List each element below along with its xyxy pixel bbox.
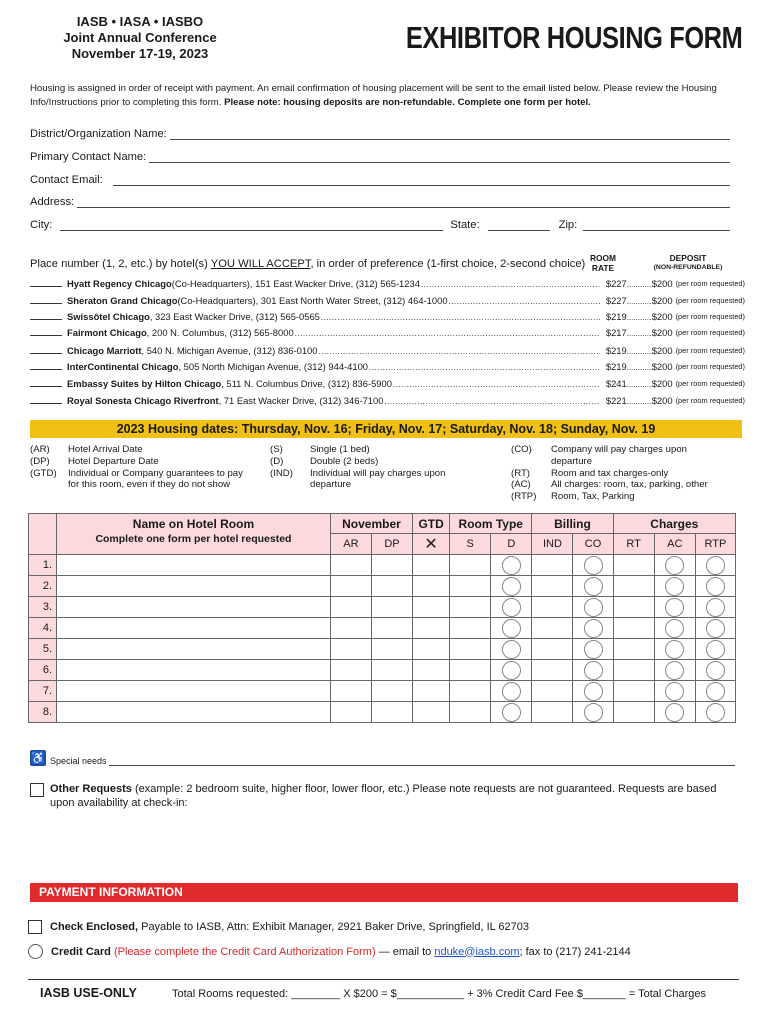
guest-name-cell[interactable] [57, 702, 331, 723]
conference-header [30, 14, 250, 62]
rtp-radio[interactable] [706, 661, 725, 680]
gtd-cell[interactable] [413, 576, 450, 597]
ac-radio[interactable] [665, 619, 684, 638]
hotel-option: Hyatt Regency Chicago (Co-Headquarters), 151 East Wacker Drive, (312) 565-1234 ..... $227 ..... $200 (per room requested) [30, 275, 745, 291]
table-row [29, 576, 736, 597]
table-row [29, 597, 736, 618]
s-cell[interactable] [450, 639, 491, 660]
ac-cell[interactable] [654, 660, 695, 681]
hotel-option: Embassy Suites by Hilton Chicago , 511 N. Columbus Drive, (312) 836-5900 ..... $241 ..... $200 (per room requested) [30, 375, 745, 391]
deposit-amount: $200 [651, 360, 673, 372]
room-rate: $219 [605, 310, 627, 322]
dp-cell[interactable] [371, 576, 412, 597]
room-rate: $219 [605, 344, 627, 356]
dp-cell[interactable] [371, 702, 412, 723]
preference-blank[interactable] [30, 279, 62, 287]
rt-cell[interactable] [613, 618, 654, 639]
row-number: 1. [29, 555, 57, 576]
room-rate-header: ROOM RATE [589, 253, 617, 273]
other-requests: Other Requests (example: 2 bedroom suite, higher floor, lower floor, etc.) Please note requests are not guaranteed. Requests are based upon availability at check-in: [30, 782, 730, 810]
s-cell[interactable] [450, 618, 491, 639]
table-row [29, 618, 736, 639]
d-radio[interactable] [502, 577, 521, 596]
rt-header: RT [613, 534, 654, 555]
deposit-amount: $200 [651, 344, 673, 356]
ind-cell[interactable] [532, 639, 573, 660]
contact-email-field[interactable]: Contact Email: [30, 172, 730, 186]
table-row [29, 639, 736, 660]
deposit-amount: $200 [651, 326, 673, 338]
rt-cell[interactable] [613, 555, 654, 576]
hotel-option: Fairmont Chicago , 200 N. Columbus, (312) 565-8000 ..... $217 ..... $200 (per room requested) [30, 324, 745, 340]
deposit-header: DEPOSIT (NON-REFUNDABLE) [653, 253, 723, 271]
cc-form-link[interactable]: (Please complete the Credit Card Authorization Form) [113, 945, 376, 958]
co-radio[interactable] [584, 661, 603, 680]
intro-note: Please note: housing deposits are non-refundable. Complete one form per hotel. [224, 96, 591, 108]
wheelchair-icon: ♿ [30, 751, 46, 765]
dp-cell[interactable] [371, 555, 412, 576]
room-rate: $221 [605, 394, 627, 406]
name-column-header: Name on Hotel Room Complete one form per hotel requested [57, 514, 331, 555]
preference-blank[interactable] [30, 312, 62, 320]
s-cell[interactable] [450, 576, 491, 597]
gtd-header: GTD [413, 514, 450, 534]
contact-name-field[interactable]: Primary Contact Name: [30, 149, 730, 163]
dp-cell[interactable] [371, 681, 412, 702]
d-cell[interactable] [491, 702, 532, 723]
org-line: IASB • IASA • IASBO [76, 14, 204, 29]
preference-blank[interactable] [30, 328, 62, 336]
guest-name-cell[interactable] [57, 618, 331, 639]
check-option: Check Enclosed, Payable to IASB, Attn: Exhibit Manager, 2921 Baker Drive, Springfield, IL 62703 [28, 920, 529, 934]
ar-cell[interactable] [330, 702, 371, 723]
ac-cell[interactable] [654, 681, 695, 702]
ac-radio[interactable] [665, 640, 684, 659]
ac-radio[interactable] [665, 661, 684, 680]
ar-cell[interactable] [330, 576, 371, 597]
table-row [29, 702, 736, 723]
state-field[interactable] [488, 221, 550, 231]
table-row [29, 660, 736, 681]
d-cell[interactable] [491, 618, 532, 639]
co-cell[interactable] [573, 576, 613, 597]
page-title: EXHIBITOR HOUSING FORM [405, 20, 742, 55]
hotel-option: Swissôtel Chicago , 323 East Wacker Drive, (312) 565-0565 ..... $219 ..... $200 (per room requested) [30, 308, 745, 324]
rtp-cell[interactable] [695, 660, 735, 681]
charges-header: Charges [613, 514, 735, 534]
payment-heading: PAYMENT INFORMATION [30, 883, 738, 902]
ac-radio[interactable] [665, 556, 684, 575]
credit-card-radio[interactable] [28, 944, 43, 959]
d-cell[interactable] [491, 576, 532, 597]
rt-cell[interactable] [613, 702, 654, 723]
dp-cell[interactable] [371, 597, 412, 618]
room-rate: $227 [605, 294, 627, 306]
row-number: 8. [29, 702, 57, 723]
ac-radio[interactable] [665, 703, 684, 722]
codes-col2-keys: (S) (D) (IND) [270, 444, 293, 479]
city-state-zip-row: City: State: Zip: [30, 217, 730, 231]
rtp-radio[interactable] [706, 619, 725, 638]
deposit-amount: $200 [651, 377, 673, 389]
gtd-cell[interactable] [413, 555, 450, 576]
ar-cell[interactable] [330, 618, 371, 639]
conference-dates: November 17-19, 2023 [71, 46, 209, 61]
special-needs-field[interactable]: ♿ Special needs [30, 750, 735, 766]
d-radio[interactable] [502, 619, 521, 638]
row-number: 7. [29, 681, 57, 702]
gtd-x-icon: ✕ [413, 534, 450, 555]
room-request-table [28, 513, 736, 723]
email-link[interactable]: nduke@iasb.com [434, 945, 520, 958]
deposit-amount: $200 [651, 277, 673, 289]
city-field[interactable] [60, 221, 443, 231]
ac-header: AC [654, 534, 695, 555]
ind-header: IND [532, 534, 573, 555]
co-header: CO [573, 534, 613, 555]
room-rate: $217 [605, 326, 627, 338]
d-cell[interactable] [491, 681, 532, 702]
credit-card-option: Credit Card (Please complete the Credit Card Authorization Form) — email to nduke@iasb.com; fax to (217) 241-2144 [28, 944, 631, 959]
co-radio[interactable] [584, 703, 603, 722]
ac-radio[interactable] [665, 598, 684, 617]
guest-name-cell[interactable] [57, 555, 331, 576]
ac-cell[interactable] [654, 576, 695, 597]
totals-line: Total Rooms requested: ________ X $200 = $___________ + 3% Credit Card Fee $_______ = Total Charges [172, 988, 706, 1000]
ind-cell[interactable] [532, 555, 573, 576]
s-cell[interactable] [450, 660, 491, 681]
dp-header: DP [371, 534, 412, 555]
divider [28, 979, 739, 980]
d-cell[interactable] [491, 660, 532, 681]
deposit-amount: $200 [651, 294, 673, 306]
d-cell[interactable] [491, 555, 532, 576]
rtp-cell[interactable] [695, 702, 735, 723]
ind-cell[interactable] [532, 576, 573, 597]
ar-cell[interactable] [330, 597, 371, 618]
co-radio[interactable] [584, 682, 603, 701]
preference-blank[interactable] [30, 362, 62, 370]
s-cell[interactable] [450, 597, 491, 618]
ar-cell[interactable] [330, 681, 371, 702]
district-field[interactable]: District/Organization Name: [30, 126, 730, 140]
co-cell[interactable] [573, 639, 613, 660]
row-number: 4. [29, 618, 57, 639]
guest-name-cell[interactable] [57, 660, 331, 681]
ac-radio[interactable] [665, 682, 684, 701]
guest-name-cell[interactable] [57, 681, 331, 702]
housing-dates-banner: 2023 Housing dates: Thursday, Nov. 16; Friday, Nov. 17; Saturday, Nov. 18; Sunday, Nov. 19 [30, 420, 742, 438]
gtd-cell[interactable] [413, 639, 450, 660]
address-field[interactable]: Address: [30, 194, 730, 208]
rt-cell[interactable] [613, 576, 654, 597]
gtd-cell[interactable] [413, 597, 450, 618]
rtp-cell[interactable] [695, 681, 735, 702]
d-radio[interactable] [502, 556, 521, 575]
ind-cell[interactable] [532, 597, 573, 618]
ac-radio[interactable] [665, 577, 684, 596]
november-header: November [330, 514, 412, 534]
other-requests-checkbox[interactable] [30, 783, 44, 797]
codes-col3-desc: Company will pay charges upon departure Room and tax charges-only All charges: room, tax, parking, other Room, Tax, Parking [551, 444, 708, 503]
guest-name-cell[interactable] [57, 639, 331, 660]
rtp-radio[interactable] [706, 598, 725, 617]
codes-col1-desc: Hotel Arrival Date Hotel Departure Date Individual or Company guarantees to pay for this room, even if they do not show [68, 444, 243, 491]
rtp-cell[interactable] [695, 555, 735, 576]
d-radio[interactable] [502, 661, 521, 680]
rtp-cell[interactable] [695, 639, 735, 660]
rtp-radio[interactable] [706, 577, 725, 596]
guest-name-cell[interactable] [57, 597, 331, 618]
ac-cell[interactable] [654, 555, 695, 576]
check-enclosed-checkbox[interactable] [28, 920, 42, 934]
codes-col1-keys: (AR) (DP) (GTD) [30, 444, 57, 479]
ar-cell[interactable] [330, 555, 371, 576]
co-cell[interactable] [573, 618, 613, 639]
rtp-cell[interactable] [695, 597, 735, 618]
room-type-header: Room Type [450, 514, 532, 534]
preference-blank[interactable] [30, 296, 62, 304]
dp-cell[interactable] [371, 660, 412, 681]
d-cell[interactable] [491, 597, 532, 618]
hotel-option: Sheraton Grand Chicago (Co-Headquarters), 301 East North Water Street, (312) 464-1000 ..... $227 ..... $200 (per room requested) [30, 292, 745, 308]
d-radio[interactable] [502, 682, 521, 701]
ind-cell[interactable] [532, 702, 573, 723]
dp-cell[interactable] [371, 618, 412, 639]
s-cell[interactable] [450, 681, 491, 702]
co-cell[interactable] [573, 597, 613, 618]
gtd-cell[interactable] [413, 660, 450, 681]
s-cell[interactable] [450, 702, 491, 723]
row-number: 3. [29, 597, 57, 618]
co-radio[interactable] [584, 577, 603, 596]
rt-cell[interactable] [613, 681, 654, 702]
d-cell[interactable] [491, 639, 532, 660]
co-radio[interactable] [584, 598, 603, 617]
zip-field[interactable] [583, 221, 730, 231]
codes-col3-keys: (CO) (RT) (AC) (RTP) [511, 444, 537, 503]
ar-header: AR [330, 534, 371, 555]
room-rate: $227 [605, 277, 627, 289]
dp-cell[interactable] [371, 639, 412, 660]
s-header: S [450, 534, 491, 555]
ac-cell[interactable] [654, 597, 695, 618]
room-rate: $241 [605, 377, 627, 389]
billing-header: Billing [532, 514, 613, 534]
intro-text: Housing is assigned in order of receipt with payment. An email confirmation of housing placement will be sent to the email listed below. Please review the Housing Info/Instructions prior to completing this form. Please note: housing deposits are non-refundable. Complete one form per hotel. [30, 83, 717, 108]
conference-name: Joint Annual Conference [63, 30, 217, 45]
hotel-instruction: Place number (1, 2, etc.) by hotel(s) YOU WILL ACCEPT, in order of preference (1-first choice, 2-second choice) [30, 258, 586, 270]
ar-cell[interactable] [330, 660, 371, 681]
rtp-cell[interactable] [695, 576, 735, 597]
d-header: D [491, 534, 532, 555]
ind-cell[interactable] [532, 681, 573, 702]
rtp-radio[interactable] [706, 640, 725, 659]
ind-cell[interactable] [532, 618, 573, 639]
rt-cell[interactable] [613, 660, 654, 681]
d-radio[interactable] [502, 703, 521, 722]
rtp-radio[interactable] [706, 682, 725, 701]
deposit-amount: $200 [651, 394, 673, 406]
deposit-amount: $200 [651, 310, 673, 322]
row-number: 5. [29, 639, 57, 660]
co-radio[interactable] [584, 556, 603, 575]
hotel-option: InterContinental Chicago , 505 North Michigan Avenue, (312) 944-4100 ..... $219 ..... $200 (per room requested) [30, 358, 745, 374]
d-radio[interactable] [502, 640, 521, 659]
rtp-radio[interactable] [706, 556, 725, 575]
preference-blank[interactable] [30, 396, 62, 404]
s-cell[interactable] [450, 555, 491, 576]
rt-cell[interactable] [613, 597, 654, 618]
table-row [29, 555, 736, 576]
co-radio[interactable] [584, 619, 603, 638]
gtd-cell[interactable] [413, 702, 450, 723]
room-rate: $219 [605, 360, 627, 372]
preference-blank[interactable] [30, 379, 62, 387]
rtp-cell[interactable] [695, 618, 735, 639]
table-row [29, 681, 736, 702]
ac-cell[interactable] [654, 639, 695, 660]
ind-cell[interactable] [532, 660, 573, 681]
co-cell[interactable] [573, 555, 613, 576]
gtd-cell[interactable] [413, 618, 450, 639]
hotel-option: Chicago Marriott , 540 N. Michigan Avenue, (312) 836-0100 ..... $219 ..... $200 (per room requested) [30, 342, 745, 358]
codes-col2-desc: Single (1 bed) Double (2 beds) Individual will pay charges upon departure [310, 444, 446, 491]
iasb-use-only-label: IASB USE-ONLY [40, 986, 137, 1000]
co-radio[interactable] [584, 640, 603, 659]
d-radio[interactable] [502, 598, 521, 617]
ac-cell[interactable] [654, 702, 695, 723]
co-cell[interactable] [573, 702, 613, 723]
ac-cell[interactable] [654, 618, 695, 639]
row-number: 2. [29, 576, 57, 597]
co-cell[interactable] [573, 660, 613, 681]
rtp-radio[interactable] [706, 703, 725, 722]
row-number: 6. [29, 660, 57, 681]
guest-name-cell[interactable] [57, 576, 331, 597]
gtd-cell[interactable] [413, 681, 450, 702]
rtp-header: RTP [695, 534, 735, 555]
ar-cell[interactable] [330, 639, 371, 660]
rt-cell[interactable] [613, 639, 654, 660]
co-cell[interactable] [573, 681, 613, 702]
preference-blank[interactable] [30, 346, 62, 354]
hotel-option: Royal Sonesta Chicago Riverfront , 71 East Wacker Drive, (312) 346-7100 ..... $221 ..... $200 (per room requested) [30, 392, 745, 408]
